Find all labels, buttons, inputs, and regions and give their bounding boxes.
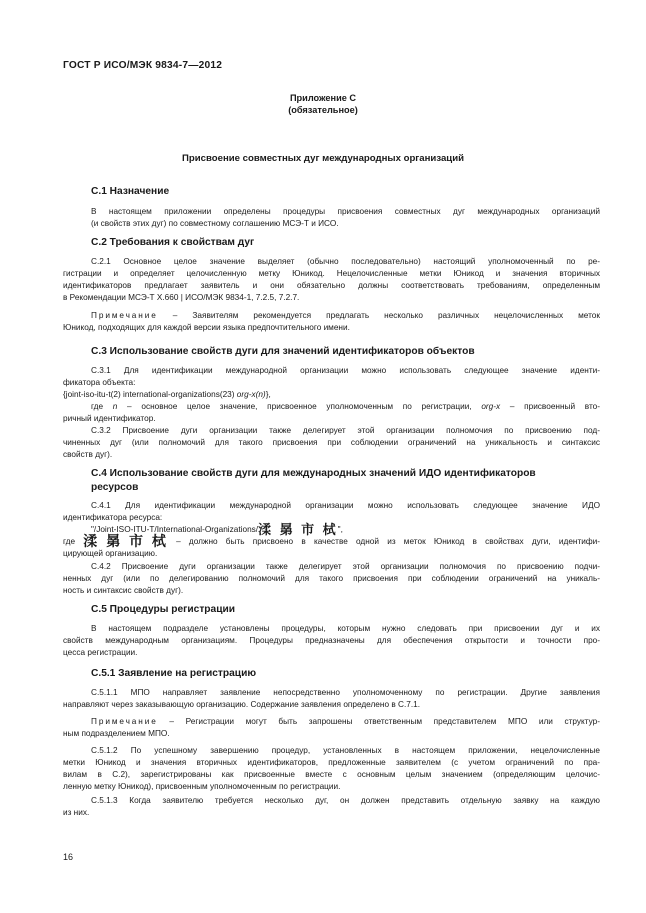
section-heading-c4: С.4 Использование свойств дуги для международных значений ИДО идентификаторов ресурсов: [91, 468, 536, 493]
text-line: (и свойств этих дуг) по совместному соглашению МСЭ-Т и ИСО.: [91, 219, 339, 228]
text-line: цесса регистрации.: [63, 648, 138, 657]
paragraph-c3-2: [63, 425, 600, 461]
oid-suffix: },: [265, 390, 271, 399]
text-line: [63, 310, 600, 322]
text-line: идентификаторов предлагает заявитель и они обязательно должны соответствовать требованиям, определенным: [63, 281, 600, 290]
text-line: ность и синтаксис свойств дуг).: [63, 586, 184, 595]
section-heading-c2: С.2 Требования к свойствам дуг: [91, 237, 255, 248]
paragraph-c1: [63, 206, 600, 230]
standard-designation: ГОСТ Р ИСО/МЭК 9834-7—2012: [63, 60, 223, 71]
unicode-label-glyphs: 渘 晜 市 栻: [258, 523, 338, 538]
annex-title: Приложение С: [289, 93, 357, 103]
paragraph-c4-1: [63, 500, 600, 560]
text-line: ленную метку Юникод), присвоенным уполномоченным по регистрации.: [63, 782, 341, 791]
annex-status: (обязательное): [288, 105, 358, 115]
text-line: вилам в С.2), зарегистрированы как присвоенные вместе с основным целым значением (определяющим целочис-: [63, 770, 600, 779]
note-c5-1: [63, 716, 600, 740]
text-line: С.2.1 Основное целое значение выделяет (обычно последовательно) настоящий уполномоченный по ре-: [91, 257, 600, 266]
oid-value: [63, 389, 600, 401]
text-line: цирующей организацию.: [63, 549, 158, 558]
note-text: – Заявителям рекомендуется предлагать несколько различных нецелочисленных меток: [157, 311, 600, 320]
paragraph-c5: [63, 623, 600, 659]
text-line: свойств дуг).: [63, 450, 113, 459]
note-label: Примечание: [91, 311, 158, 320]
text-line: фикатора объекта:: [63, 378, 136, 387]
text-line: С.3.1 Для идентификации международной организации можно использовать следующее значение иденти-: [91, 366, 600, 375]
text-line: ненных дуг (или по делегированию полномочий для такого присвоения при соблюдении ограничений на уникаль-: [63, 574, 600, 583]
annex-main-heading: Присвоение совместных дуг международных организаций: [181, 153, 465, 164]
text-line: В настоящем подразделе установлены процедуры, которым нужно следовать при присвоении дуг и их: [91, 624, 600, 633]
paragraph-c4-2: [63, 561, 600, 597]
iri-text: "/Joint-ISO-ITU-T/International-Organizations/: [91, 525, 259, 534]
text-line: [63, 716, 600, 728]
text-line: метки Юникод и значения вторичных идентификаторов, предложенные заявителем (с учетом ограничений по пра-: [63, 758, 600, 767]
text-line: направляют через заказывающую организацию. Содержание заявления определено в С.7.1.: [63, 700, 421, 709]
paragraph-c3-1: [63, 365, 600, 425]
text-line: где 渘 晜 市 栻 – должно быть присвоено в качестве одной из меток Юникод в свойствах дуги, идентифи-: [63, 534, 600, 550]
unicode-label-glyphs: 渘 晜 市 栻: [83, 534, 168, 550]
text-line: Юникод, подходящих для каждой версии языка предпочтительного имени.: [63, 323, 350, 332]
text-line: идентификатора ресурса:: [63, 513, 163, 522]
text-line: С.5.1.2 По успешному завершению процедур, установленных в настоящем приложении, нецелочисленные: [91, 746, 600, 755]
paragraph-c5-1-3: [63, 795, 600, 819]
text-line: из них.: [63, 808, 90, 817]
text-line: С.5.1.3 Когда заявителю требуется несколько дуг, он должен представить отдельную заявку на каждую: [91, 796, 600, 805]
iri-value: "/Joint-ISO-ITU-T/International-Organizations/渘 晜 市 栻",: [91, 523, 343, 538]
text-line: чиненных дуг (или полномочий для такого присвоения при соблюдении ограничений на уникальность и синтаксис: [63, 438, 600, 447]
page-number: 16: [63, 852, 74, 862]
text-line: С.4.2 Присвоение дуги организации также делегирует этой организации полномочия по присвоению подчи-: [91, 562, 600, 571]
text-line: свойств международным организациям. Процедуры предназначены для обеспечения открытости и точности про-: [63, 636, 600, 645]
section-heading-c3: С.3 Использование свойств дуги для значений идентификаторов объектов: [91, 346, 475, 357]
section-heading-c5: С.5 Процедуры регистрации: [91, 604, 235, 615]
section-heading-c1: С.1 Назначение: [91, 186, 170, 197]
text-line: С.5.1.1 МПО направляет заявление непосредственно уполномоченному по регистрации. Другие заявления: [91, 688, 600, 697]
note-label: Примечание: [91, 717, 158, 726]
oid-prefix: {joint-iso-itu-t(2) international-organizations(23): [63, 390, 237, 399]
oid-variable: org-x(n): [236, 390, 266, 399]
text-line: ричный идентификатор.: [63, 414, 156, 423]
note-text: – Регистрации могут быть запрошены ответственным представителем МПО или структур-: [157, 717, 600, 726]
text-line: в Рекомендации МСЭ-Т X.660 | ИСО/МЭК 9834-1, 7.2.5, 7.2.7.: [63, 293, 300, 302]
text-line: С.3.2 Присвоение дуги организации также делегирует этой организации полномочия по присвоению под-: [91, 426, 600, 435]
note-c2: [63, 310, 600, 334]
text-line: где n – основное целое значение, присвоенное уполномоченным по регистрации, org-x – присвоенный вто-: [91, 402, 600, 411]
text-line: С.4.1 Для идентификации международной организации можно использовать следующее значение ИДО: [91, 501, 600, 510]
paragraph-c2-1: [63, 256, 600, 304]
paragraph-c5-1-1: [63, 687, 600, 711]
text-line: ным подразделением МПО.: [63, 729, 170, 738]
text-line: гистрации и определяет целочисленную метку Юникод. Нецелочисленные метки Юникод и значения вторичных: [63, 269, 600, 278]
paragraph-c5-1-2: [63, 745, 600, 793]
section-heading-c5-1: С.5.1 Заявление на регистрацию: [91, 668, 257, 679]
text-line: В настоящем приложении определены процедуры присвоения совместных дуг международных организаций: [91, 207, 600, 216]
